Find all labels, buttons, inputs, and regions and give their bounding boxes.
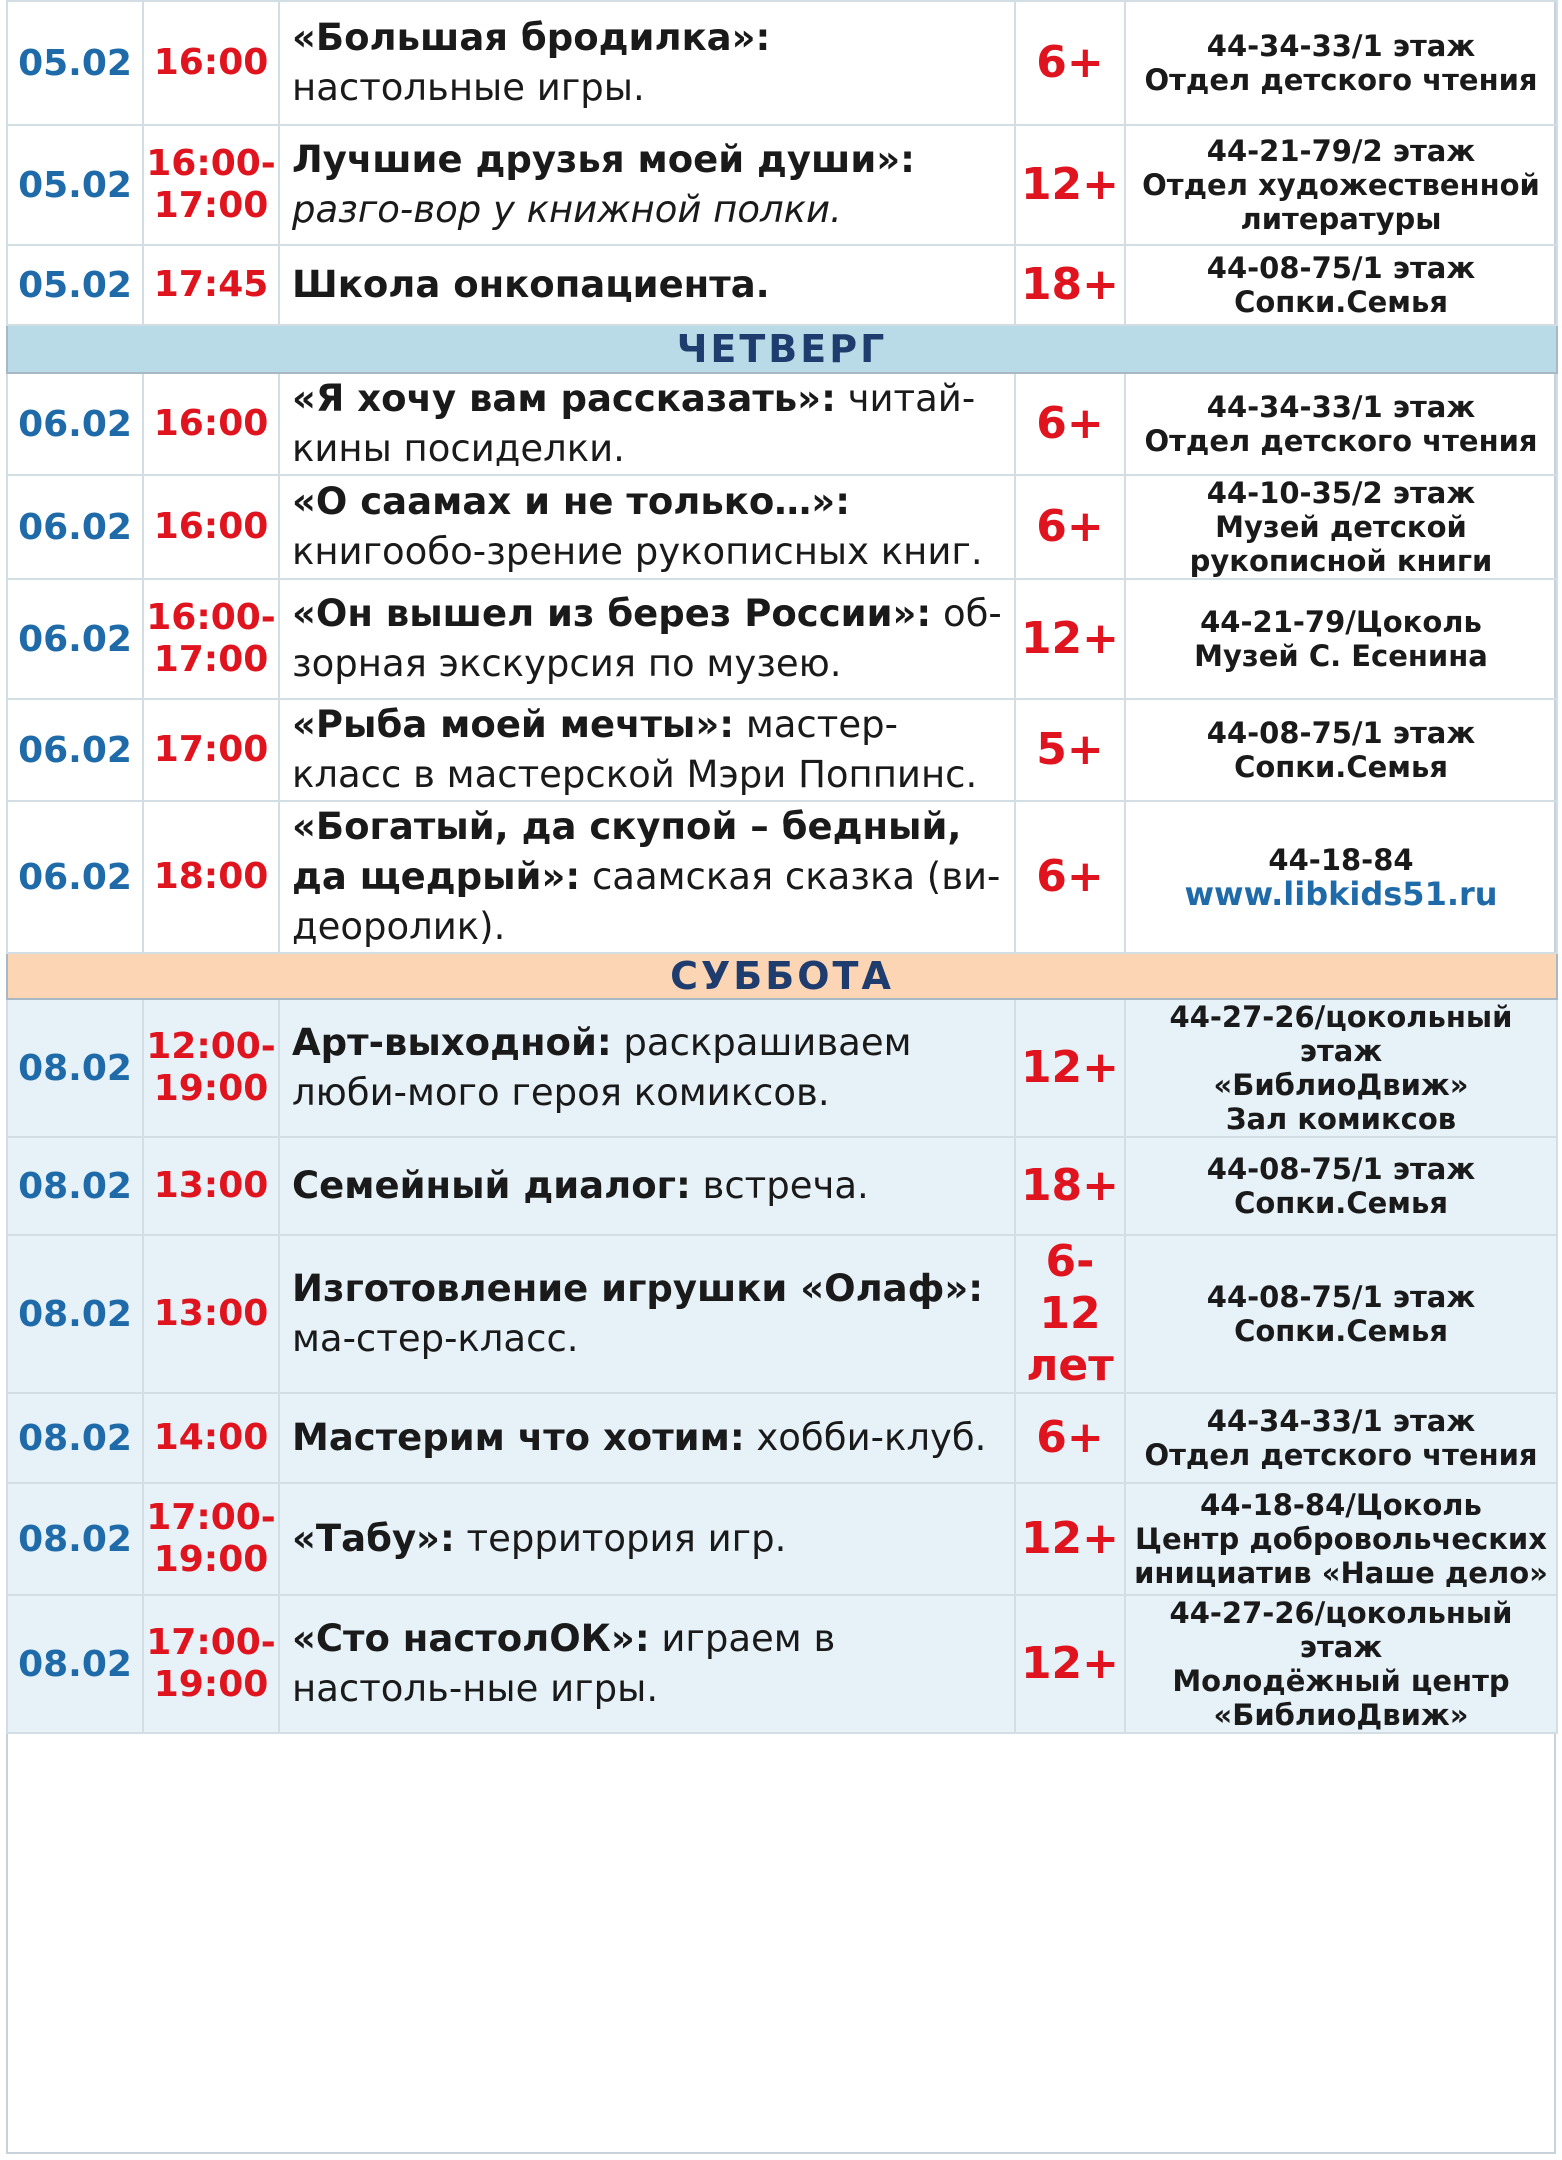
location-line: 44-18-84/Цоколь	[1200, 1488, 1482, 1522]
event-title-bold: «Он вышел из берез России»:	[292, 592, 932, 635]
event-time	[143, 1393, 279, 1483]
location-line: «БиблиоДвиж»	[1213, 1068, 1469, 1102]
location-line: Сопки.Семья	[1234, 1186, 1448, 1220]
event-title-description: саамская сказка (ви-деоролик).	[292, 855, 1001, 948]
location-line: Музей детской	[1215, 510, 1467, 544]
event-date: 08.02	[7, 1595, 143, 1733]
age-rating: 12+	[1015, 999, 1125, 1137]
event-location	[1125, 1595, 1557, 1733]
event-time-line: 17:00-	[146, 1497, 276, 1538]
event-time	[143, 245, 279, 325]
event-title-bold: «Я хочу вам рассказать»:	[292, 377, 836, 420]
event-row	[7, 801, 1557, 953]
event-location	[1125, 801, 1557, 953]
age-rating: 12+	[1015, 125, 1125, 245]
event-time-line: 17:00-	[146, 1622, 276, 1663]
event-time-line: 16:00	[153, 403, 269, 444]
event-title	[279, 1235, 1015, 1393]
event-title-description: книгообо-зрение рукописных книг.	[292, 530, 983, 573]
event-date: 05.02	[7, 1, 143, 125]
event-time	[143, 801, 279, 953]
event-row	[7, 373, 1557, 475]
location-line: Центр добровольческих	[1135, 1522, 1547, 1556]
location-line: 44-08-75/1 этаж	[1206, 716, 1476, 750]
event-row	[7, 125, 1557, 245]
event-row	[7, 579, 1557, 699]
event-title-description: читай-кины посиделки.	[292, 377, 976, 470]
day-label: ЧЕТВЕРГ	[7, 325, 1557, 373]
event-date: 06.02	[7, 579, 143, 699]
location-line: Сопки.Семья	[1234, 750, 1448, 784]
event-time	[143, 373, 279, 475]
age-rating: 12+	[1015, 1483, 1125, 1595]
event-title-description: территория игр.	[454, 1517, 787, 1560]
event-row	[7, 1393, 1557, 1483]
event-time-line: 19:00	[153, 1539, 269, 1580]
event-time-line: 18:00	[153, 856, 269, 897]
location-line: 44-08-75/1 этаж	[1206, 1152, 1476, 1186]
event-row	[7, 245, 1557, 325]
event-title	[279, 1137, 1015, 1235]
age-rating: 6+	[1015, 373, 1125, 475]
event-date: 08.02	[7, 1483, 143, 1595]
event-time	[143, 699, 279, 801]
event-location	[1125, 1235, 1557, 1393]
event-date: 08.02	[7, 1393, 143, 1483]
event-title-description: хобби-клуб.	[744, 1416, 987, 1459]
event-location	[1125, 475, 1557, 579]
location-line: 44-21-79/Цоколь	[1200, 605, 1482, 639]
website-link[interactable]: www.libkids51.ru	[1184, 875, 1498, 913]
event-location	[1125, 1, 1557, 125]
location-line: Сопки.Семья	[1234, 285, 1448, 319]
location-line: Отдел художественной	[1142, 168, 1540, 202]
event-time-line: 19:00	[153, 1664, 269, 1705]
event-location	[1125, 699, 1557, 801]
age-rating: 18+	[1015, 1137, 1125, 1235]
event-location	[1125, 1137, 1557, 1235]
event-time-line: 16:00-	[146, 597, 276, 638]
age-rating: 6-12 лет	[1015, 1235, 1125, 1393]
location-line: 44-08-75/1 этаж	[1206, 1280, 1476, 1314]
age-rating: 6+	[1015, 1, 1125, 125]
age-rating: 12+	[1015, 1595, 1125, 1733]
event-location	[1125, 579, 1557, 699]
event-time	[143, 1, 279, 125]
event-title	[279, 125, 1015, 245]
event-time	[143, 475, 279, 579]
day-header-thu	[7, 325, 1557, 373]
event-date: 05.02	[7, 245, 143, 325]
event-row	[7, 1235, 1557, 1393]
event-time-line: 16:00-	[146, 143, 276, 184]
event-time-line: 17:45	[153, 264, 269, 305]
event-location	[1125, 373, 1557, 475]
day-label: СУББОТА	[7, 953, 1557, 999]
event-row	[7, 1595, 1557, 1733]
location-line: 44-10-35/2 этаж	[1206, 476, 1476, 510]
event-time	[143, 1595, 279, 1733]
event-title-description: раскрашиваем люби-мого героя комиксов.	[292, 1021, 912, 1114]
event-time-line: 16:00	[153, 506, 269, 547]
location-line: литературы	[1240, 202, 1442, 236]
event-title	[279, 1595, 1015, 1733]
location-line: Отдел детского чтения	[1144, 1438, 1538, 1472]
event-title-bold: «Богатый, да скупой – бедный, да щедрый»:	[292, 805, 962, 898]
event-date: 06.02	[7, 373, 143, 475]
event-title-bold: Семейный диалог:	[292, 1164, 691, 1207]
event-title	[279, 1483, 1015, 1595]
location-line: 44-21-79/2 этаж	[1206, 134, 1476, 168]
location-line: 44-08-75/1 этаж	[1206, 251, 1476, 285]
event-time-line: 17:00	[153, 639, 269, 680]
event-title-bold: «Большая бродилка»:	[292, 16, 771, 59]
event-time	[143, 1483, 279, 1595]
location-line: Отдел детского чтения	[1144, 63, 1538, 97]
event-time	[143, 1137, 279, 1235]
event-title-bold: Лучшие друзья моей души»:	[292, 138, 915, 181]
location-line: 44-27-26/цокольный этаж	[1169, 1000, 1513, 1068]
age-rating: 6+	[1015, 475, 1125, 579]
location-line: Зал комиксов	[1225, 1102, 1457, 1136]
event-date: 08.02	[7, 999, 143, 1137]
event-title	[279, 699, 1015, 801]
event-title-description: об-зорная экскурсия по музею.	[292, 592, 1002, 685]
event-title-bold: «Табу»:	[292, 1517, 455, 1560]
event-title-bold: Школа онкопациента.	[292, 263, 770, 306]
location-line: 44-34-33/1 этаж	[1206, 1404, 1476, 1438]
event-time-line: 13:00	[153, 1293, 269, 1334]
event-title-description: встреча.	[690, 1164, 869, 1207]
location-line: 44-34-33/1 этаж	[1206, 29, 1476, 63]
event-title-bold: «Сто настолОК»:	[292, 1617, 650, 1660]
location-line: Музей С. Есенина	[1194, 639, 1488, 673]
event-time-line: 13:00	[153, 1165, 269, 1206]
location-line: рукописной книги	[1189, 544, 1493, 578]
event-time-line: 16:00	[153, 42, 269, 83]
event-location	[1125, 999, 1557, 1137]
event-time	[143, 579, 279, 699]
location-line: Отдел детского чтения	[1144, 424, 1538, 458]
event-location	[1125, 1393, 1557, 1483]
age-rating: 6+	[1015, 801, 1125, 953]
event-row	[7, 1, 1557, 125]
event-title	[279, 1393, 1015, 1483]
event-title	[279, 1, 1015, 125]
age-rating: 5+	[1015, 699, 1125, 801]
event-time-line: 14:00	[153, 1417, 269, 1458]
event-title	[279, 475, 1015, 579]
location-line: Молодёжный центр	[1172, 1664, 1510, 1698]
event-location	[1125, 125, 1557, 245]
age-rating: 6+	[1015, 1393, 1125, 1483]
age-rating: 18+	[1015, 245, 1125, 325]
location-line: Сопки.Семья	[1234, 1314, 1448, 1348]
event-row	[7, 999, 1557, 1137]
event-date: 06.02	[7, 801, 143, 953]
event-time	[143, 125, 279, 245]
event-row	[7, 1137, 1557, 1235]
event-title-bold: Мастерим что хотим:	[292, 1416, 745, 1459]
event-title-description: мастер-класс в мастерской Мэри Поппинс.	[292, 703, 978, 796]
event-title-bold: «О саамах и не только…»:	[292, 480, 850, 523]
schedule-table	[6, 0, 1558, 1734]
event-row	[7, 1483, 1557, 1595]
event-title	[279, 999, 1015, 1137]
event-time-line: 17:00	[153, 729, 269, 770]
event-title-description: ма-стер-класс.	[292, 1317, 579, 1360]
day-header-sat	[7, 953, 1557, 999]
event-title-description: играем в настоль-ные игры.	[292, 1617, 836, 1710]
event-time	[143, 999, 279, 1137]
event-date: 06.02	[7, 699, 143, 801]
event-title	[279, 801, 1015, 953]
event-row	[7, 475, 1557, 579]
location-line: инициатив «Наше дело»	[1134, 1556, 1548, 1590]
event-title	[279, 579, 1015, 699]
event-time	[143, 1235, 279, 1393]
event-location	[1125, 245, 1557, 325]
location-line: 44-34-33/1 этаж	[1206, 390, 1476, 424]
event-title	[279, 245, 1015, 325]
event-date: 08.02	[7, 1235, 143, 1393]
event-title-description: разго-вор у книжной полки.	[292, 188, 842, 231]
event-title-bold: Арт-выходной:	[292, 1021, 612, 1064]
event-date: 08.02	[7, 1137, 143, 1235]
event-date: 06.02	[7, 475, 143, 579]
event-row	[7, 699, 1557, 801]
event-title-bold: «Рыба моей мечты»:	[292, 703, 735, 746]
event-date: 05.02	[7, 125, 143, 245]
event-title	[279, 373, 1015, 475]
location-line: 44-27-26/цокольный этаж	[1169, 1596, 1513, 1664]
event-time-line: 17:00	[153, 185, 269, 226]
event-time-line: 12:00-	[146, 1026, 276, 1067]
event-title-bold: Изготовление игрушки «Олаф»:	[292, 1267, 984, 1310]
location-line: 44-18-84	[1268, 843, 1414, 877]
event-title-description: настольные игры.	[292, 66, 645, 109]
location-line: «БиблиоДвиж»	[1213, 1698, 1469, 1732]
event-location	[1125, 1483, 1557, 1595]
event-time-line: 19:00	[153, 1068, 269, 1109]
age-rating: 12+	[1015, 579, 1125, 699]
